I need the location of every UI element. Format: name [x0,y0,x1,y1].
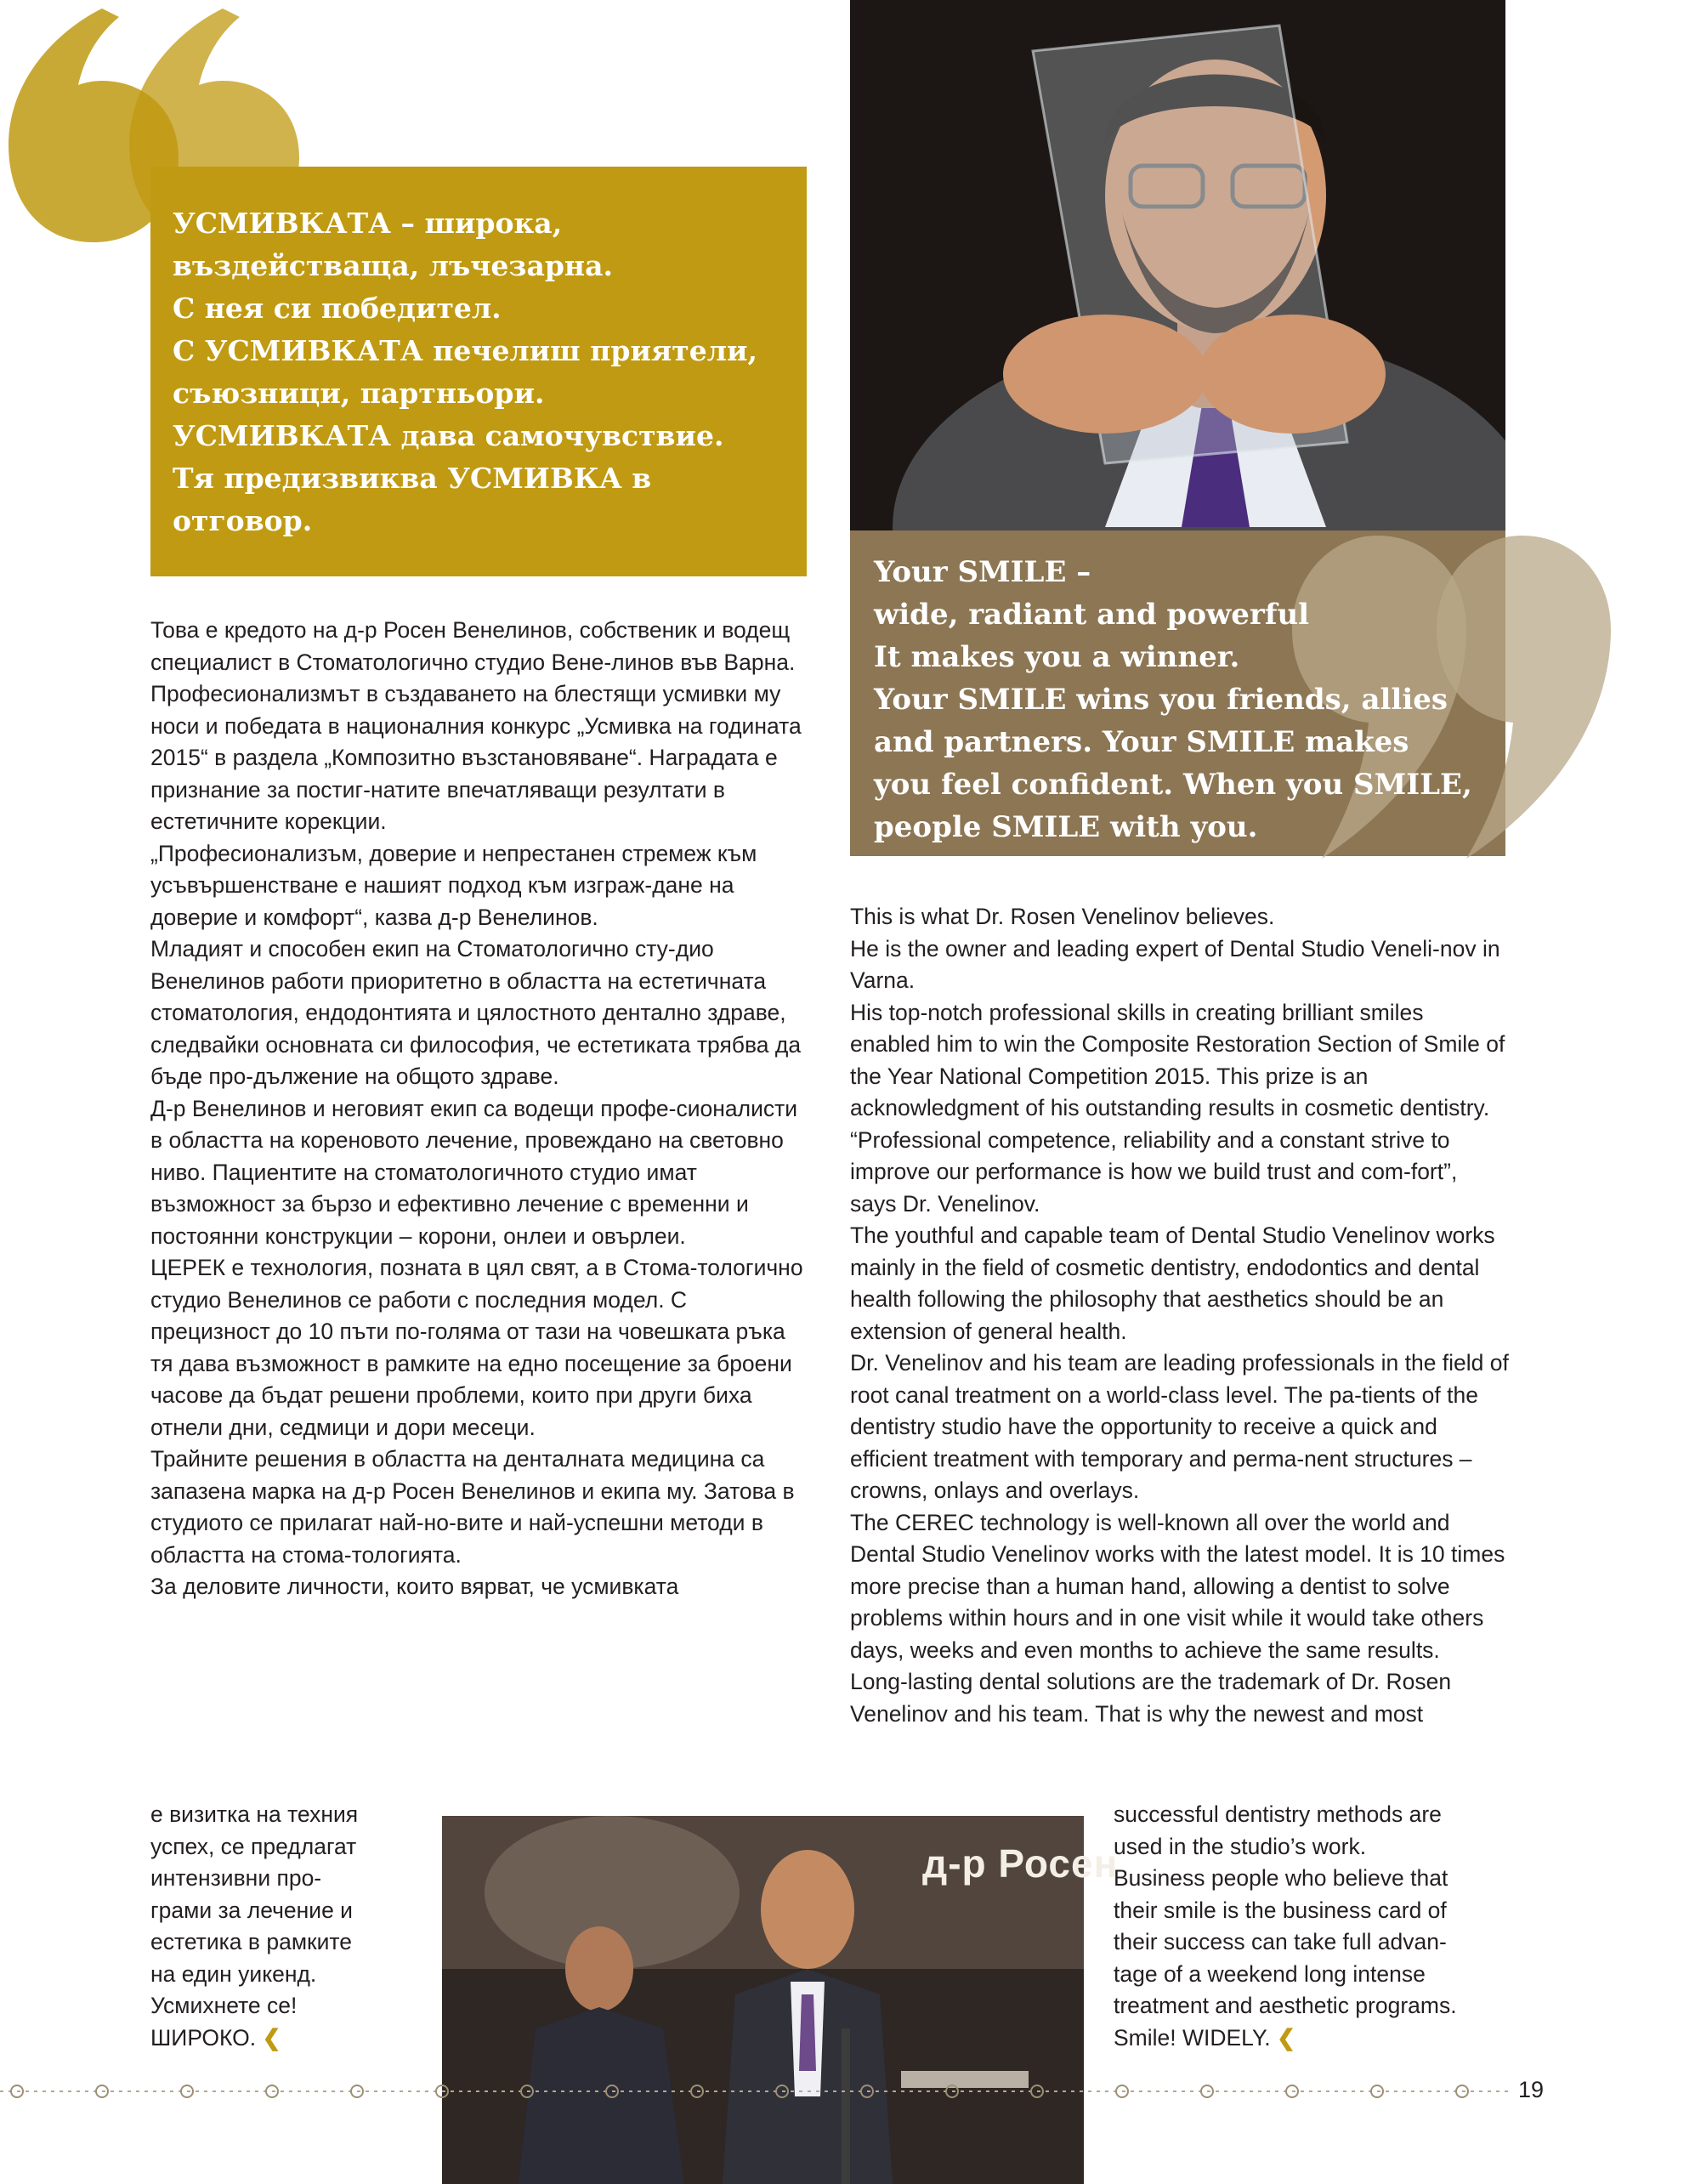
paragraph: The CEREC technology is well-known all over the world and Dental Studio Venelinov works with the latest model. It is 10 times more precise than a human hand, allowing a dentist to solve problems within hours and in one visit while it would take others days, weeks and even months to achieve the same results. [850,1509,1505,1663]
text-line: Усмихнете се! [150,1993,298,2018]
text-line: treatment and aesthetic programs. [1114,1993,1457,2018]
paragraph: Професионализмът в създаването на блестящи усмивки му носи и победата в националния конкурс „Усмивка на годината 2015“ в раздела „Композитно възстановяване“. Наградата е признание за постиг-натите впечатляващи резултати в естетичните корекции. [150,681,802,834]
closing-word: ШИРОКО. [150,2024,257,2051]
text-line: е визитка на техния [150,1801,359,1827]
text-line: естетика в рамките [150,1929,353,1954]
paragraph: Това е кредото на д-р Росен Венелинов, собственик и водещ специалист в Стоматологично студио Вене-линов във Варна. [150,617,796,675]
text-line: на един уикенд. [150,1960,317,1987]
paragraph: Д-р Венелинов и неговият екип са водещи профе-сионалисти в областта на кореновото лечение, провеждано на световно ниво. Пациентите на стоматологичното студио имат възможност за бързо и ефективно лечение с временни и постоянни конструкции – корони, онлеи и овърлеи. [150,1095,798,1249]
decorative-border-ornament [0,2081,1509,2102]
article-tail-english [1114,1799,1513,2054]
text-line: their smile is the business card of [1114,1897,1447,1923]
text-line [150,2022,422,2055]
end-mark-icon: ❮ [1276,2024,1296,2051]
text-line: their success can take full advan- [1114,1929,1447,1954]
text-line: Business people who believe that [1114,1865,1448,1891]
quote-text-bulgarian: УСМИВКАТА – широка, въздействаща, лъчезарна. С нея си победител. С УСМИВКАТА печелиш приятели, съюзници, партньори. УСМИВКАТА дава самочувствие. Тя предизвиква УСМИВКА в отговор. [173,207,757,537]
text-line: tage of a weekend long intense [1114,1960,1426,1987]
text-line: интензивни про- [150,1865,322,1891]
closing-word: Smile! WIDELY. [1114,2024,1271,2051]
paragraph: “Professional competence, reliability and a constant strive to improve our performance is how we build trust and com-fort”, says Dr. Venelinov. [850,1126,1458,1217]
paragraph: His top-notch professional skills in creating brilliant smiles enabled him to win the Composite Restoration Section of Smile of the Year National Competition 2015. This prize is an acknowledgment of his outstanding results in cosmetic dentistry. [850,999,1505,1120]
article-body-english [850,901,1509,1730]
text-line: used in the studio’s work. [1114,1833,1367,1859]
paragraph: Трайните решения в областта на денталната медицина са запазена марка на д-р Росен Венелинов и екипа му. Затова в студиото се прилагат най-но-вите и най-успешни методи в областта на стома-тологията. [150,1446,795,1568]
text-line: грами за лечение и [150,1897,353,1923]
paragraph: „Професионализъм, доверие и непрестанен стремеж към усъвършенстване е нашият подход към изграж-дане на доверие и комфорт“, казва д-р Венелинов. [150,840,757,930]
article-body-bulgarian [150,615,809,1603]
portrait-photo [850,0,1505,531]
article-tail-bulgarian [150,1799,422,2054]
paragraph: За деловите личности, които вярват, че усмивката [150,1574,679,1599]
page-number: 19 [1518,2077,1545,2102]
text-line: successful dentistry methods are [1114,1801,1442,1827]
paragraph: Long-lasting dental solutions are the trademark of Dr. Rosen Venelinov and his team. That is why the newest and most [850,1669,1452,1727]
paragraph: Младият и способен екип на Стоматологично сту-дио Венелинов работи приоритетно в областта на естетичната стоматология, ендодонтията и цялостното дентално здраве, следвайки основната си философия, че естетиката трябва да бъде про-дължение на общото здраве. [150,936,802,1089]
text-line [1114,2022,1513,2055]
paragraph: The youthful and capable team of Dental Studio Venelinov works mainly in the field of cosmetic dentistry, endodontics and dental health following the philosophy that aesthetics should be an extension of general health. [850,1222,1495,1344]
paragraph: This is what Dr. Rosen Venelinov believes. [850,904,1275,929]
stage-backdrop-text: д-р Росен [922,1841,1119,1886]
end-mark-icon: ❮ [262,2024,281,2051]
quote-text-english: Your SMILE – wide, radiant and powerful It makes you a winner. Your SMILE wins you friends, allies and partners. Your SMILE makes you feel confident. When you SMILE, people SMILE with you. [874,555,1472,844]
paragraph: He is the owner and leading expert of Dental Studio Veneli-nov in Varna. [850,935,1500,993]
paragraph: Dr. Venelinov and his team are leading professionals in the field of root canal treatment on a world-class level. The pa-tients of the dentistry studio have the opportunity to receive a quick and efficient treatment with temporary and perma-nent structures – crowns, onlays and overlays. [850,1350,1509,1503]
text-line: успех, се предлагат [150,1833,357,1859]
paragraph: ЦЕРЕК е технология, позната в цял свят, а в Стома-тологично студио Венелинов се работи с последния модел. С прецизност до 10 пъти по-голяма от тази на човешката ръка тя дава възможност в рамките на едно посещение за броени часове да бъдат решени проблеми, които при други биха отнели дни, седмици и дори месеци. [150,1255,803,1440]
